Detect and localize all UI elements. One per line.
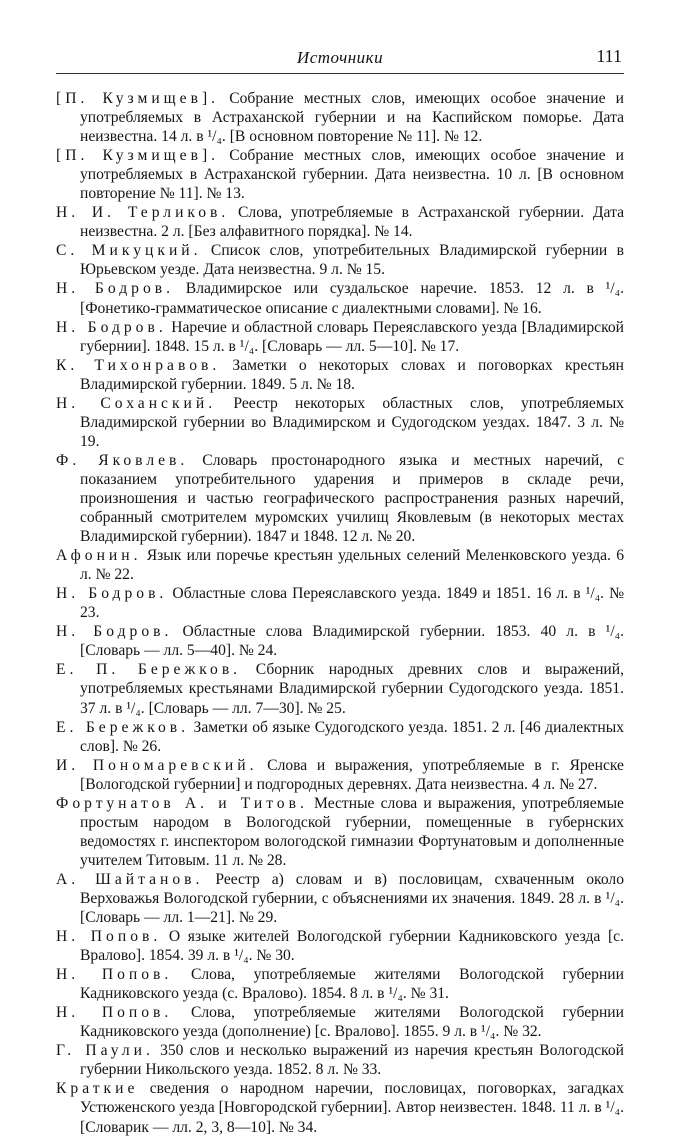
entry-author: Н. Бодров. [56, 623, 173, 641]
entry-text: Областные слова Владимирской губернии. 1853. 40 л. в ¹/₄. [Словарь — лл. 5—40]. № 24. [80, 623, 624, 660]
source-entry-30 [56, 927, 624, 965]
entry-author: Н. Соханский. [56, 394, 217, 412]
entry-text: Реестр некоторых областных слов, употребляемых Владимирской губернии во Владимирском и Судогодском уездах. 1847. 3 л. № 19. [80, 394, 624, 450]
source-entry-26 [56, 718, 624, 756]
source-entry-19 [56, 394, 624, 451]
entry-author: Н. Бодров. [56, 280, 175, 298]
entry-author: Афонин. [56, 547, 142, 565]
entry-author: Н. Бодров. [56, 318, 167, 336]
source-entry-16 [56, 279, 624, 317]
entry-author: Фортунатов А. и Титов. [56, 794, 308, 812]
entry-author: К. Тихонравов. [56, 356, 221, 374]
entry-text: Слова, употребляемые жителями Вологодской губернии Кадниковского уезда (дополнение) [с. Вралово]. 1855. 9 л. в ¹/₄. № 32. [80, 1004, 624, 1041]
entry-text: Собрание местных слов, имеющих особое значение и употребляемых в Астраханской губернии и на Каспийском поморье. Дата неизвестна. 14 л. в ¹/₄. [В основном повторение № 11]. № 12. [80, 90, 625, 146]
entry-text: Словарь простонародного языка и местных наречий, с показанием употребительного ударения и примеров в складе речи, произношения и частью географического распространения разных наречий, собранный смотрителем муромских училищ Яковлевым (в некоторых местах Владимирской губернии). 1847 и 1848. 12 л. № 20. [80, 451, 624, 546]
source-entry-24 [56, 622, 624, 660]
entry-author: А. Шайтанов. [56, 870, 204, 888]
entry-author: С. Микуцкий. [56, 242, 202, 260]
entry-author: Н. Попов. [56, 966, 173, 984]
entry-author: И. Пономаревский. [56, 756, 258, 774]
entry-author: Е. П. Бережков. [56, 661, 242, 679]
entry-author: [П. Кузмищев]. [56, 147, 220, 165]
entry-author: Н. Попов. [56, 928, 162, 946]
entry-author: Ф. Яковлев. [56, 451, 189, 469]
source-entry-17 [56, 318, 624, 356]
source-entry-31 [56, 965, 624, 1003]
entry-text: 350 слов и несколько выражений из наречия крестьян Вологодской губернии Никольского уезда. 1852. 8 л. № 33. [80, 1042, 624, 1079]
source-entry-18 [56, 356, 624, 394]
source-entry-32 [56, 1003, 624, 1041]
entry-author: Г. Паули. [56, 1042, 154, 1060]
source-entry-15 [56, 241, 624, 279]
source-entry-12 [56, 89, 624, 146]
entry-text: Слова и выражения, употребляемые в г. Яренске [Вологодской губернии] и подгородных деревнях. Дата неизвестна. 4 л. № 27. [80, 756, 624, 793]
entry-text: Слова, употребляемые жителями Вологодской губернии Кадниковского уезда (с. Вралово). 1854. 8 л. в ¹/₄. № 31. [80, 966, 624, 1003]
source-entry-13 [56, 146, 624, 203]
source-entry-14 [56, 203, 624, 241]
source-entry-29 [56, 870, 624, 927]
source-entry-33 [56, 1041, 624, 1079]
entry-text: Список слов, употребительных Владимирской губернии в Юрьевском уезде. Дата неизвестна. 9 л. № 15. [80, 242, 624, 279]
entry-text: Местные слова и выражения, употребляемые простым народом в Вологодской губернии, помещенные в губернских ведомостях г. инспектором вологодской гимназии Фортунатовым и дополненные учителем Титовым. 11 л. № 28. [80, 794, 624, 869]
source-entry-20 [56, 451, 624, 546]
entry-text: Заметки о некоторых словах и поговорках крестьян Владимирской губернии. 1849. 5 л. № 18. [80, 356, 624, 393]
entry-text: Сборник народных древних слов и выражений, употребляемых крестьянами Владимирской губернии Судогодского уезда. 1851. 37 л. в ¹/₄. [Словарь — лл. 7—30]. № 25. [80, 661, 625, 717]
entry-text: Собрание местных слов, имеющих особое значение и употребляемых в Астраханской губернии. Дата неизвестна. 10 л. [В основном повторение № 11]. № 13. [80, 147, 625, 203]
source-entry-22 [56, 546, 624, 584]
source-entry-34 [56, 1079, 624, 1136]
sources-list [56, 89, 624, 1137]
source-entry-25 [56, 660, 624, 717]
entry-author: [П. Кузмищев]. [56, 90, 220, 107]
running-head-title: Источники [296, 48, 384, 67]
entry-text: Владимирское или суздальское наречие. 1853. 12 л. в ¹/₄. [Фонетико-грамматическое описание с диалектными словами]. № 16. [80, 280, 625, 317]
entry-author: Н. Попов. [56, 1004, 173, 1022]
header-rule [56, 73, 624, 74]
source-entry-28 [56, 794, 624, 870]
entry-text: сведения о народном наречии, пословицах, поговорках, загадках Устюженского уезда [Новгородской губернии]. Автор неизвестен. 1848. 11 л. в ¹/₄. [Словарик — лл. 2, 3, 8—10]. № 34. [80, 1080, 624, 1136]
entry-author: Н. И. Терликов. [56, 204, 230, 222]
running-header [56, 44, 624, 70]
entry-text: Областные слова Переяславского уезда. 1849 и 1851. 16 л. в ¹/₄. № 23. [80, 585, 624, 622]
entry-text: Реестр а) словам и в) пословицам, схваченным около Верховажья Вологодской губернии, с объяснениями их значения. 1849. 28 л. в ¹/₄. [Словарь — лл. 1—21]. № 29. [80, 870, 625, 927]
page-number: 111 [596, 46, 622, 66]
entry-text: Заметки об языке Судогодского уезда. 1851. 2 л. [46 диалектных слов]. № 26. [80, 718, 624, 755]
entry-text: Язык или поречье крестьян удельных селений Меленковского уезда. 6 л. № 22. [80, 547, 624, 584]
entry-text: Слова, употребляемые в Астраханской губернии. Дата неизвестна. 2 л. [Без алфавитного порядка]. № 14. [80, 204, 624, 241]
entry-text: О языке жителей Вологодской губернии Кадниковского уезда [с. Вралово]. 1854. 39 л. в ¹/₄. № 30. [80, 928, 624, 965]
entry-author: Н. Бодров. [56, 585, 168, 603]
entry-author: Краткие [56, 1080, 139, 1098]
source-entry-23 [56, 584, 624, 622]
entry-author: Е. Бережков. [56, 718, 190, 736]
source-entry-27 [56, 756, 624, 794]
entry-text: Наречие и областной словарь Переяславского уезда [Владимирской губернии]. 1848. 15 л. в ¹/₄. [Словарь — лл. 5—10]. № 17. [80, 318, 625, 355]
